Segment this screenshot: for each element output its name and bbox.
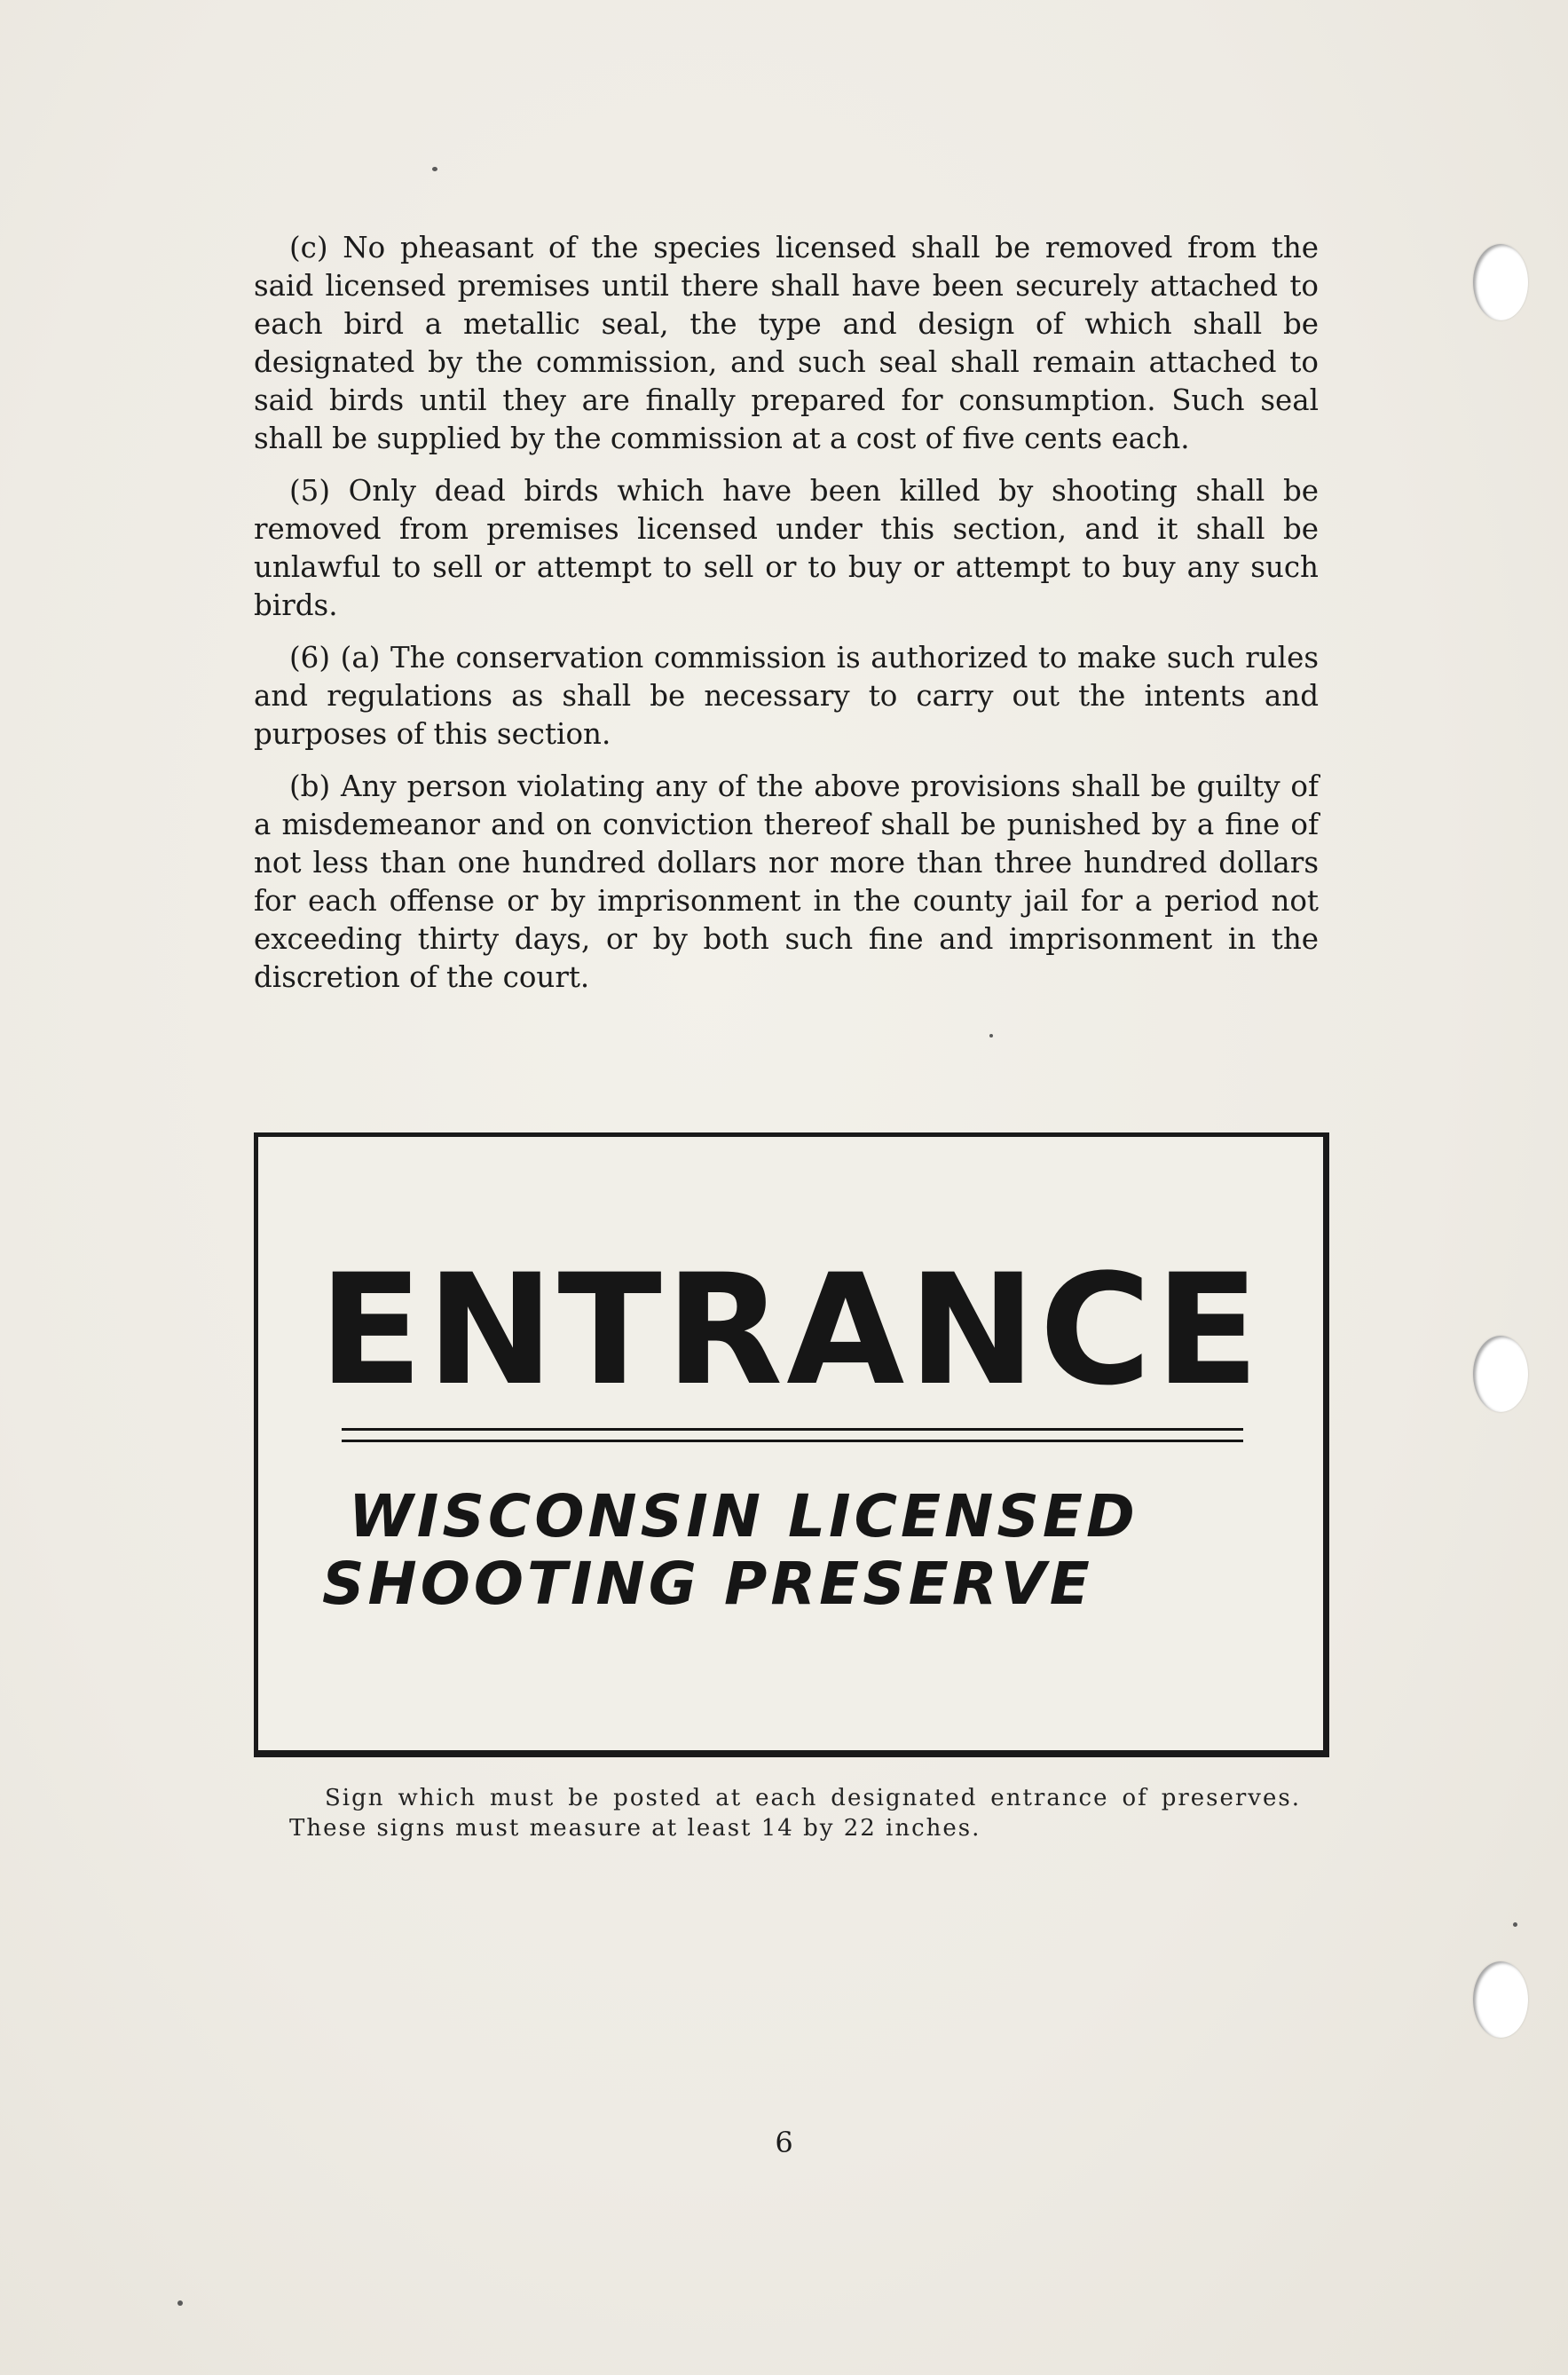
paper-speck — [432, 167, 437, 171]
entrance-sign-illustration — [254, 1132, 1329, 1757]
paper-speck — [1513, 1922, 1517, 1927]
paper-speck — [989, 1034, 993, 1038]
page-number: 6 — [775, 2126, 793, 2159]
punch-hole-bottom — [1473, 1961, 1528, 2038]
paragraph-6a-rules: (6) (a) The conservation commission is authorized to make such rules and regulations as shall be necessary to carry out the intents and purposes of this section. — [254, 641, 1319, 751]
sign-title: ENTRANCE — [319, 1241, 1263, 1419]
body-text — [254, 229, 1319, 1011]
sign-double-rule — [342, 1428, 1243, 1442]
paragraph-c-seal: (c) No pheasant of the species licensed shall be removed from the said licensed premises until there shall have been securely attached to each bird a metallic seal, the type and design of which shall be designated by the commission, and such seal shall remain attached to said birds until they are finally prepared for consumption. Such seal shall be supplied by the commission at a cost of five cents each. — [254, 231, 1319, 455]
sign-caption: Sign which must be posted at each designated entrance of preserves. These signs must measure at least 14 by 22 inches. — [289, 1785, 1301, 1842]
paragraph-6b-penalty: (b) Any person violating any of the above provisions shall be guilty of a misdemeanor and on conviction thereof shall be punished by a fine of not less than one hundred dollars nor more than three hundred dollars for each offense or by imprisonment in the county jail for a period not exceeding thirty days, or by both such fine and imprisonment in the discretion of the court. — [254, 769, 1319, 994]
paper-speck — [177, 2300, 183, 2306]
sign-subtitle-line-2: SHOOTING PRESERVE — [322, 1550, 1093, 1618]
punch-hole-top — [1473, 244, 1528, 320]
punch-hole-middle — [1473, 1336, 1528, 1412]
sign-subtitle-line-1: WISCONSIN LICENSED — [349, 1482, 1139, 1550]
paragraph-5-dead-birds: (5) Only dead birds which have been killed by shooting shall be removed from premises licensed under this section, and it shall be unlawful to sell or attempt to sell or to buy or attempt to buy any such birds. — [254, 474, 1319, 622]
